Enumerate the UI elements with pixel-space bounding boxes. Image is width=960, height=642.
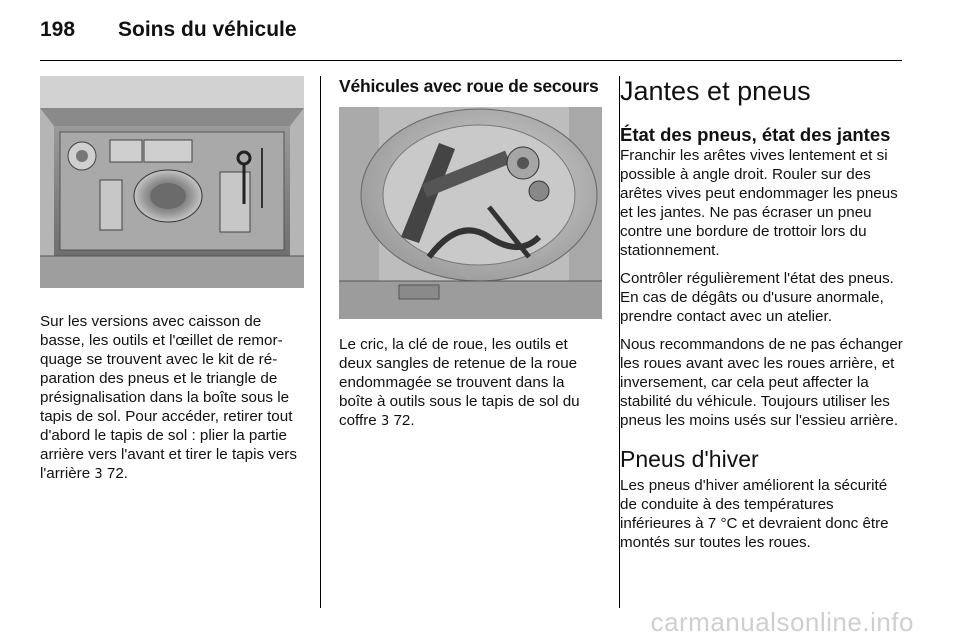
paragraph: Franchir les arêtes vives lentement et si possible à angle droit. Rouler sur des arêtes vives peut endommager les pneus et les jantes. Ne pas écraser un pneu contre une bordure de trottoir lors du stationnement. [620, 147, 898, 259]
header-rule [40, 60, 902, 61]
column-middle [339, 76, 602, 431]
column-left [40, 76, 304, 484]
section-title: Jantes et pneus [620, 76, 811, 106]
paragraph: Nous recommandons de ne pas échanger les roues avant avec les roues arrière, et inversement, car cela peut affecter la stabilité du véhicule. Toujours utiliser les pneus les moins usés sur l'essieu arrière. [620, 336, 903, 429]
section-title: Pneus d'hiver [620, 446, 759, 472]
col1-paragraph: Sur les versions avec caisson de basse, les outils et l'œillet de remorquage se trouvent avec le kit de réparation des pneus et le triangle de présignalisation dans la boîte sous le tapis de sol. Pour accéder, retirer tout d'abord le tapis de sol : plier la partie arrière vers l'avant et tirer le tapis vers l'arrière 3 72. [40, 313, 297, 482]
section-heading: Véhicules avec roue de secours [339, 76, 599, 96]
col2-paragraph: Le cric, la clé de roue, les outils et deux sangles de retenue de la roue endommagée se trouvent dans la boîte à outils sous le tapis de sol du coffre 3 72. [339, 336, 580, 429]
page-number: 198 [40, 18, 76, 41]
paragraph: Contrôler régulièrement l'état des pneus. En cas de dégâts ou d'usure anormale, prendre contact avec un atelier. [620, 270, 894, 325]
column-right [620, 76, 903, 561]
column-divider [320, 76, 321, 608]
chapter-title: Soins du véhicule [118, 18, 297, 41]
paragraph: Les pneus d'hiver améliorent la sécurité de conduite à des températures inférieures à 7 °C et devraient donc être montés sur toutes les roues. [620, 477, 889, 551]
watermark: carmanualsonline.info [650, 607, 914, 637]
trunk-subwoofer-photo [40, 76, 304, 288]
page-reference-icon: 3 [380, 414, 390, 429]
page-reference-icon: 3 [94, 467, 103, 482]
subsection-heading: État des pneus, état des jantes [620, 124, 891, 145]
spare-wheel-tools-photo [339, 107, 602, 319]
